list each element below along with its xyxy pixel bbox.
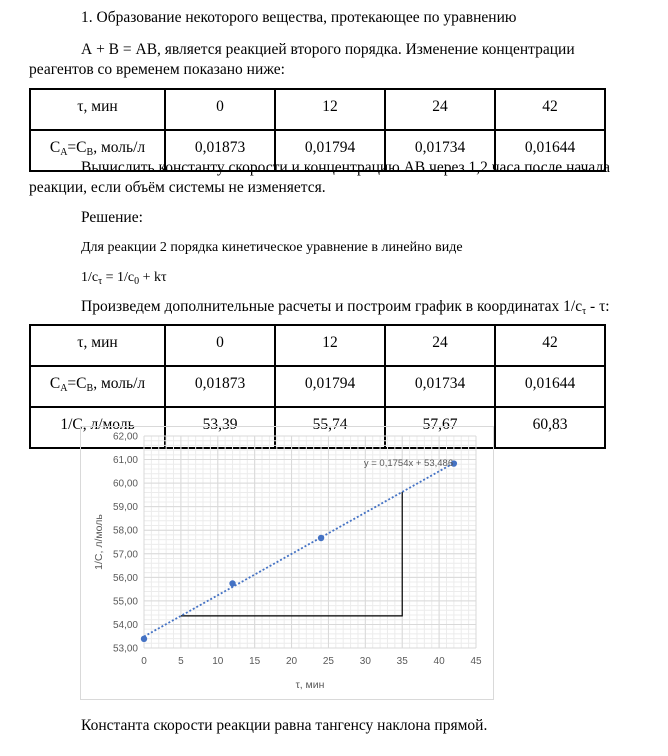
- conclusion-text: Константа скорости реакции равна тангенсу наклона прямой.: [81, 717, 488, 734]
- table-cell: 0,01734: [385, 366, 495, 407]
- y-tick-label: 62,00: [112, 431, 138, 443]
- y-tick-label: 58,00: [112, 525, 138, 537]
- table-cell: 0,01734: [385, 130, 495, 171]
- table-cell: 12: [275, 89, 385, 130]
- x-tick-label: 35: [396, 656, 408, 667]
- row-header-cell: $C_A=C_B$, моль/л: [30, 130, 165, 171]
- problem-line-2: А + В = АВ, является реакцией второго порядка. Изменение концентрации: [81, 41, 575, 58]
- row-header-cell: τ, мин: [30, 325, 165, 366]
- x-tick-label: 15: [249, 656, 261, 667]
- table-cell: 42: [495, 89, 605, 130]
- table-cell: 55,74: [275, 407, 385, 448]
- chart-frame: [80, 426, 494, 700]
- table-cell: 0,01644: [495, 130, 605, 171]
- problem-line-3: реагентов со временем показано ниже:: [29, 61, 285, 78]
- x-tick-label: 20: [285, 656, 298, 667]
- table-cell: 0,01873: [165, 366, 275, 407]
- table-cell: 53,39: [165, 407, 275, 448]
- table-cell: 0: [165, 325, 275, 366]
- table-cell: 57,67: [385, 407, 495, 448]
- problem-line-4: Вычислить константу скорости и концентрацию АВ через 1,2 часа после начала: [81, 159, 611, 176]
- scatter-chart: [80, 426, 494, 700]
- table-cell: 12: [275, 325, 385, 366]
- y-axis-title: 1/С, л/моль: [93, 514, 105, 570]
- kinetic-equation: $1/c_\tau = 1/c_0 + k\tau$: [81, 270, 167, 287]
- table-row: [30, 89, 605, 130]
- table-cell: 0,01873: [165, 130, 275, 171]
- table-cell: 24: [385, 325, 495, 366]
- table-cell: 0: [165, 89, 275, 130]
- y-tick-label: 56,00: [112, 572, 138, 584]
- solution-line-2: Произведем дополнительные расчеты и построим график в координатах $1/c_\tau$ - τ:: [81, 298, 610, 317]
- y-tick-label: 54,00: [112, 619, 138, 631]
- x-tick-label: 25: [322, 656, 335, 667]
- table-row: [30, 325, 605, 366]
- table-cell: 24: [385, 89, 495, 130]
- solution-title: Решение:: [81, 209, 143, 226]
- table-row: [30, 366, 605, 407]
- row-header-cell: τ, мин: [30, 89, 165, 130]
- y-tick-label: 55,00: [112, 596, 138, 608]
- table-cell: 0,01794: [275, 366, 385, 407]
- row-header-cell: 1/С, л/моль: [30, 407, 165, 448]
- table-cell: 0,01794: [275, 130, 385, 171]
- problem-line-1: 1. Образование некоторого вещества, протекающее по уравнению: [81, 9, 517, 26]
- solution-line-1: Для реакции 2 порядка кинетическое уравнение в линейно виде: [81, 240, 463, 255]
- x-tick-label: 40: [433, 656, 445, 667]
- row-header-cell: $C_A=C_B$, моль/л: [30, 366, 165, 407]
- table-cell: 0,01644: [495, 366, 605, 407]
- y-tick-label: 59,00: [112, 502, 138, 514]
- y-tick-label: 53,00: [112, 643, 138, 655]
- x-tick-label: 5: [178, 656, 184, 667]
- problem-line-5: реакции, если объём системы не изменяется.: [29, 179, 326, 196]
- x-axis-title: τ, мин: [295, 679, 325, 691]
- x-tick-label: 30: [359, 656, 371, 667]
- y-tick-label: 57,00: [112, 549, 138, 561]
- x-tick-label: 10: [212, 656, 224, 667]
- trendline-label: y = 0,1754x + 53,486: [363, 458, 454, 470]
- x-tick-label: 45: [470, 656, 482, 667]
- x-tick-label: 0: [141, 656, 147, 667]
- y-tick-label: 61,00: [112, 455, 138, 467]
- table-cell: 60,83: [495, 407, 605, 448]
- table-cell: 42: [495, 325, 605, 366]
- y-tick-label: 60,00: [112, 478, 138, 490]
